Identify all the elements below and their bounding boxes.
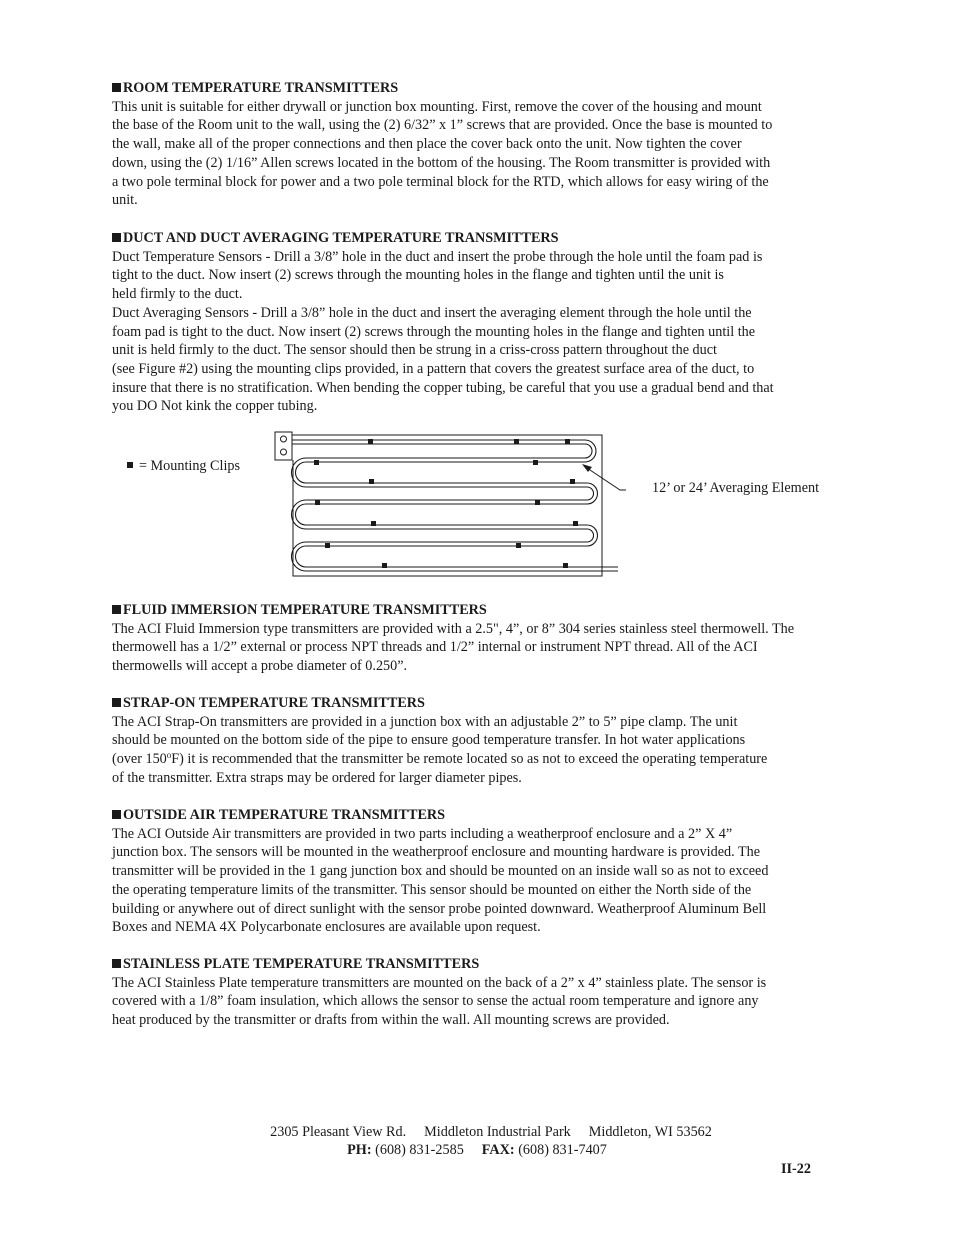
body-line: unit is held firmly to the duct. The sensor should then be strung in a criss-cross pattern throughout the duct bbox=[112, 342, 717, 359]
heading-text: STAINLESS PLATE TEMPERATURE TRANSMITTERS bbox=[123, 956, 480, 972]
section-heading bbox=[112, 229, 864, 248]
mounting-clip bbox=[565, 439, 570, 444]
heading-text: ROOM TEMPERATURE TRANSMITTERS bbox=[123, 80, 399, 96]
body-line: Boxes and NEMA 4X Polycarbonate enclosures are available upon request. bbox=[112, 919, 541, 936]
body-line: of the transmitter. Extra straps may be ordered for larger diameter pipes. bbox=[112, 769, 522, 786]
body-line: transmitter will be provided in the 1 gang junction box and should be mounted on an inside wall so as not to exceed bbox=[112, 863, 769, 880]
body-line: the wall, make all of the proper connections and then place the cover back onto the unit. Now tighten the cover bbox=[112, 136, 742, 153]
square-bullet-icon bbox=[112, 959, 121, 968]
section-heading bbox=[112, 955, 864, 974]
mounting-clip bbox=[514, 439, 519, 444]
body-line: The ACI Stainless Plate temperature transmitters are mounted on the back of a 2” x 4” stainless plate. The sensor is bbox=[112, 974, 767, 991]
mounting-clip bbox=[371, 521, 376, 526]
section-room-transmitters bbox=[112, 79, 864, 210]
page-number: II-22 bbox=[781, 1161, 811, 1177]
mounting-clip bbox=[535, 500, 540, 505]
body-line: The ACI Fluid Immersion type transmitters are provided with a 2.5", 4”, or 8” 304 series stainless steel thermowell. The bbox=[112, 620, 795, 637]
square-bullet-icon bbox=[112, 83, 121, 92]
body-line: the operating temperature limits of the transmitter. This sensor should be mounted on either the North side of the bbox=[112, 881, 752, 898]
body-line: insure that there is no stratification. When bending the copper tubing, be careful that you use a gradual bend and that bbox=[112, 379, 774, 396]
body-line: covered with a 1/8” foam insulation, which allows the sensor to sense the actual room temperature and ignore any bbox=[112, 993, 759, 1010]
section-body bbox=[112, 620, 864, 676]
fax-label: FAX: bbox=[481, 1142, 515, 1158]
mounting-clip bbox=[382, 563, 387, 568]
footer-park: Middleton Industrial Park bbox=[424, 1124, 571, 1140]
temperature-suffix: F) it is recommended that the transmitter be remote located so as not to exceed the operating temperature bbox=[171, 751, 768, 768]
heading-text: STRAP-ON TEMPERATURE TRANSMITTERS bbox=[123, 695, 425, 711]
section-body bbox=[112, 248, 864, 416]
square-bullet-icon bbox=[112, 810, 121, 819]
averaging-element-tubing bbox=[292, 440, 619, 571]
heading-text: OUTSIDE AIR TEMPERATURE TRANSMITTERS bbox=[123, 807, 446, 823]
body-line: thermowell has a 1/2” external or process NPT threads and 1/2” internal or instrument NPT thread. All of the ACI bbox=[112, 639, 758, 656]
leader-arrow bbox=[584, 466, 626, 490]
mounting-clip bbox=[573, 521, 578, 526]
body-line: held firmly to the duct. bbox=[112, 286, 243, 303]
phone-label: PH: bbox=[347, 1142, 372, 1158]
square-bullet-icon bbox=[112, 233, 121, 242]
mounting-clip bbox=[563, 563, 568, 568]
body-line: down, using the (2) 1/16” Allen screws located in the bottom of the housing. The Room transmitter is provided with bbox=[112, 154, 771, 171]
degree-superscript: o bbox=[166, 750, 172, 761]
section-heading bbox=[112, 79, 864, 98]
mounting-hole bbox=[281, 436, 287, 442]
footer-street: 2305 Pleasant View Rd. bbox=[270, 1124, 407, 1140]
mounting-clip bbox=[325, 543, 330, 548]
mounting-clip bbox=[533, 460, 538, 465]
body-line: building or anywhere out of direct sunlight with the sensor probe pointed downward. Weatherproof Aluminum Bell bbox=[112, 900, 767, 917]
mounting-hole bbox=[281, 449, 287, 455]
mounting-clip bbox=[315, 500, 320, 505]
body-line: you DO Not kink the copper tubing. bbox=[112, 398, 318, 415]
body-line bbox=[112, 750, 864, 769]
section-body bbox=[112, 825, 864, 937]
body-line: the base of the Room unit to the wall, using the (2) 6/32” x 1” screws that are provided. Once the base is mounted to bbox=[112, 117, 773, 134]
body-line: unit. bbox=[112, 192, 138, 209]
section-duct-transmitters bbox=[112, 229, 864, 416]
averaging-element-diagram bbox=[270, 426, 626, 580]
figure-legend bbox=[127, 458, 240, 475]
body-line: The ACI Strap-On transmitters are provided in a junction box with an adjustable 2” to 5” pipe clamp. The unit bbox=[112, 713, 738, 730]
section-heading bbox=[112, 601, 864, 620]
duct-outline bbox=[292, 435, 602, 576]
body-line: thermowells will accept a probe diameter of 0.250”. bbox=[112, 658, 408, 675]
section-body bbox=[112, 713, 864, 788]
body-line: Duct Averaging Sensors - Drill a 3/8” hole in the duct and insert the averaging element through the hole until the bbox=[112, 304, 752, 321]
body-line: This unit is suitable for either drywall or junction box mounting. First, remove the cover of the housing and mount bbox=[112, 98, 762, 115]
section-strap-on-transmitters bbox=[112, 694, 864, 788]
square-bullet-icon bbox=[112, 698, 121, 707]
body-line: heat produced by the transmitter or drafts from within the wall. All mounting screws are provided. bbox=[112, 1012, 670, 1029]
body-line: should be mounted on the bottom side of the pipe to ensure good temperature transfer. In hot water applications bbox=[112, 732, 746, 749]
body-line: junction box. The sensors will be mounted in the weatherproof enclosure and mounting hardware is provided. The bbox=[112, 844, 761, 861]
section-body bbox=[112, 98, 864, 210]
legend-label: = Mounting Clips bbox=[139, 458, 241, 474]
mounting-clip bbox=[570, 479, 575, 484]
footer-city: Middleton, WI 53562 bbox=[588, 1124, 712, 1140]
mounting-clip bbox=[516, 543, 521, 548]
phone-number: (608) 831-2585 bbox=[375, 1142, 464, 1158]
section-heading bbox=[112, 806, 864, 825]
body-line: a two pole terminal block for power and a two pole terminal block for the RTD, which allows for easy wiring of the bbox=[112, 173, 769, 190]
section-outside-air-transmitters bbox=[112, 806, 864, 937]
mounting-clip bbox=[369, 479, 374, 484]
mounting-clip-icon bbox=[127, 462, 133, 468]
body-line: The ACI Outside Air transmitters are provided in two parts including a weatherproof enclosure and a 2” X 4” bbox=[112, 825, 733, 842]
heading-text: DUCT AND DUCT AVERAGING TEMPERATURE TRANSMITTERS bbox=[123, 230, 559, 246]
body-line: tight to the duct. Now insert (2) screws through the mounting holes in the flange and tighten until the unit is bbox=[112, 267, 724, 284]
footer-address-line bbox=[14, 1124, 954, 1141]
section-stainless-plate-transmitters bbox=[112, 955, 864, 1030]
mounting-clip bbox=[314, 460, 319, 465]
section-heading bbox=[112, 694, 864, 713]
mounting-clip bbox=[368, 439, 373, 444]
footer-contact-line bbox=[0, 1142, 954, 1159]
square-bullet-icon bbox=[112, 605, 121, 614]
fax-number: (608) 831-7407 bbox=[518, 1142, 607, 1158]
section-fluid-immersion-transmitters bbox=[112, 601, 864, 676]
body-line: foam pad is tight to the duct. Now insert (2) screws through the mounting holes in the flange and tighten until the bbox=[112, 323, 756, 340]
temperature-prefix: (over 150 bbox=[112, 751, 167, 768]
body-line: (see Figure #2) using the mounting clips provided, in a pattern that covers the greatest surface area of the duct, to bbox=[112, 360, 755, 377]
section-body bbox=[112, 974, 864, 1030]
heading-text: FLUID IMMERSION TEMPERATURE TRANSMITTERS bbox=[123, 602, 487, 618]
averaging-element-label: 12’ or 24’ Averaging Element bbox=[652, 480, 820, 496]
body-line: Duct Temperature Sensors - Drill a 3/8” hole in the duct and insert the probe through the hole until the foam pad is bbox=[112, 248, 763, 265]
